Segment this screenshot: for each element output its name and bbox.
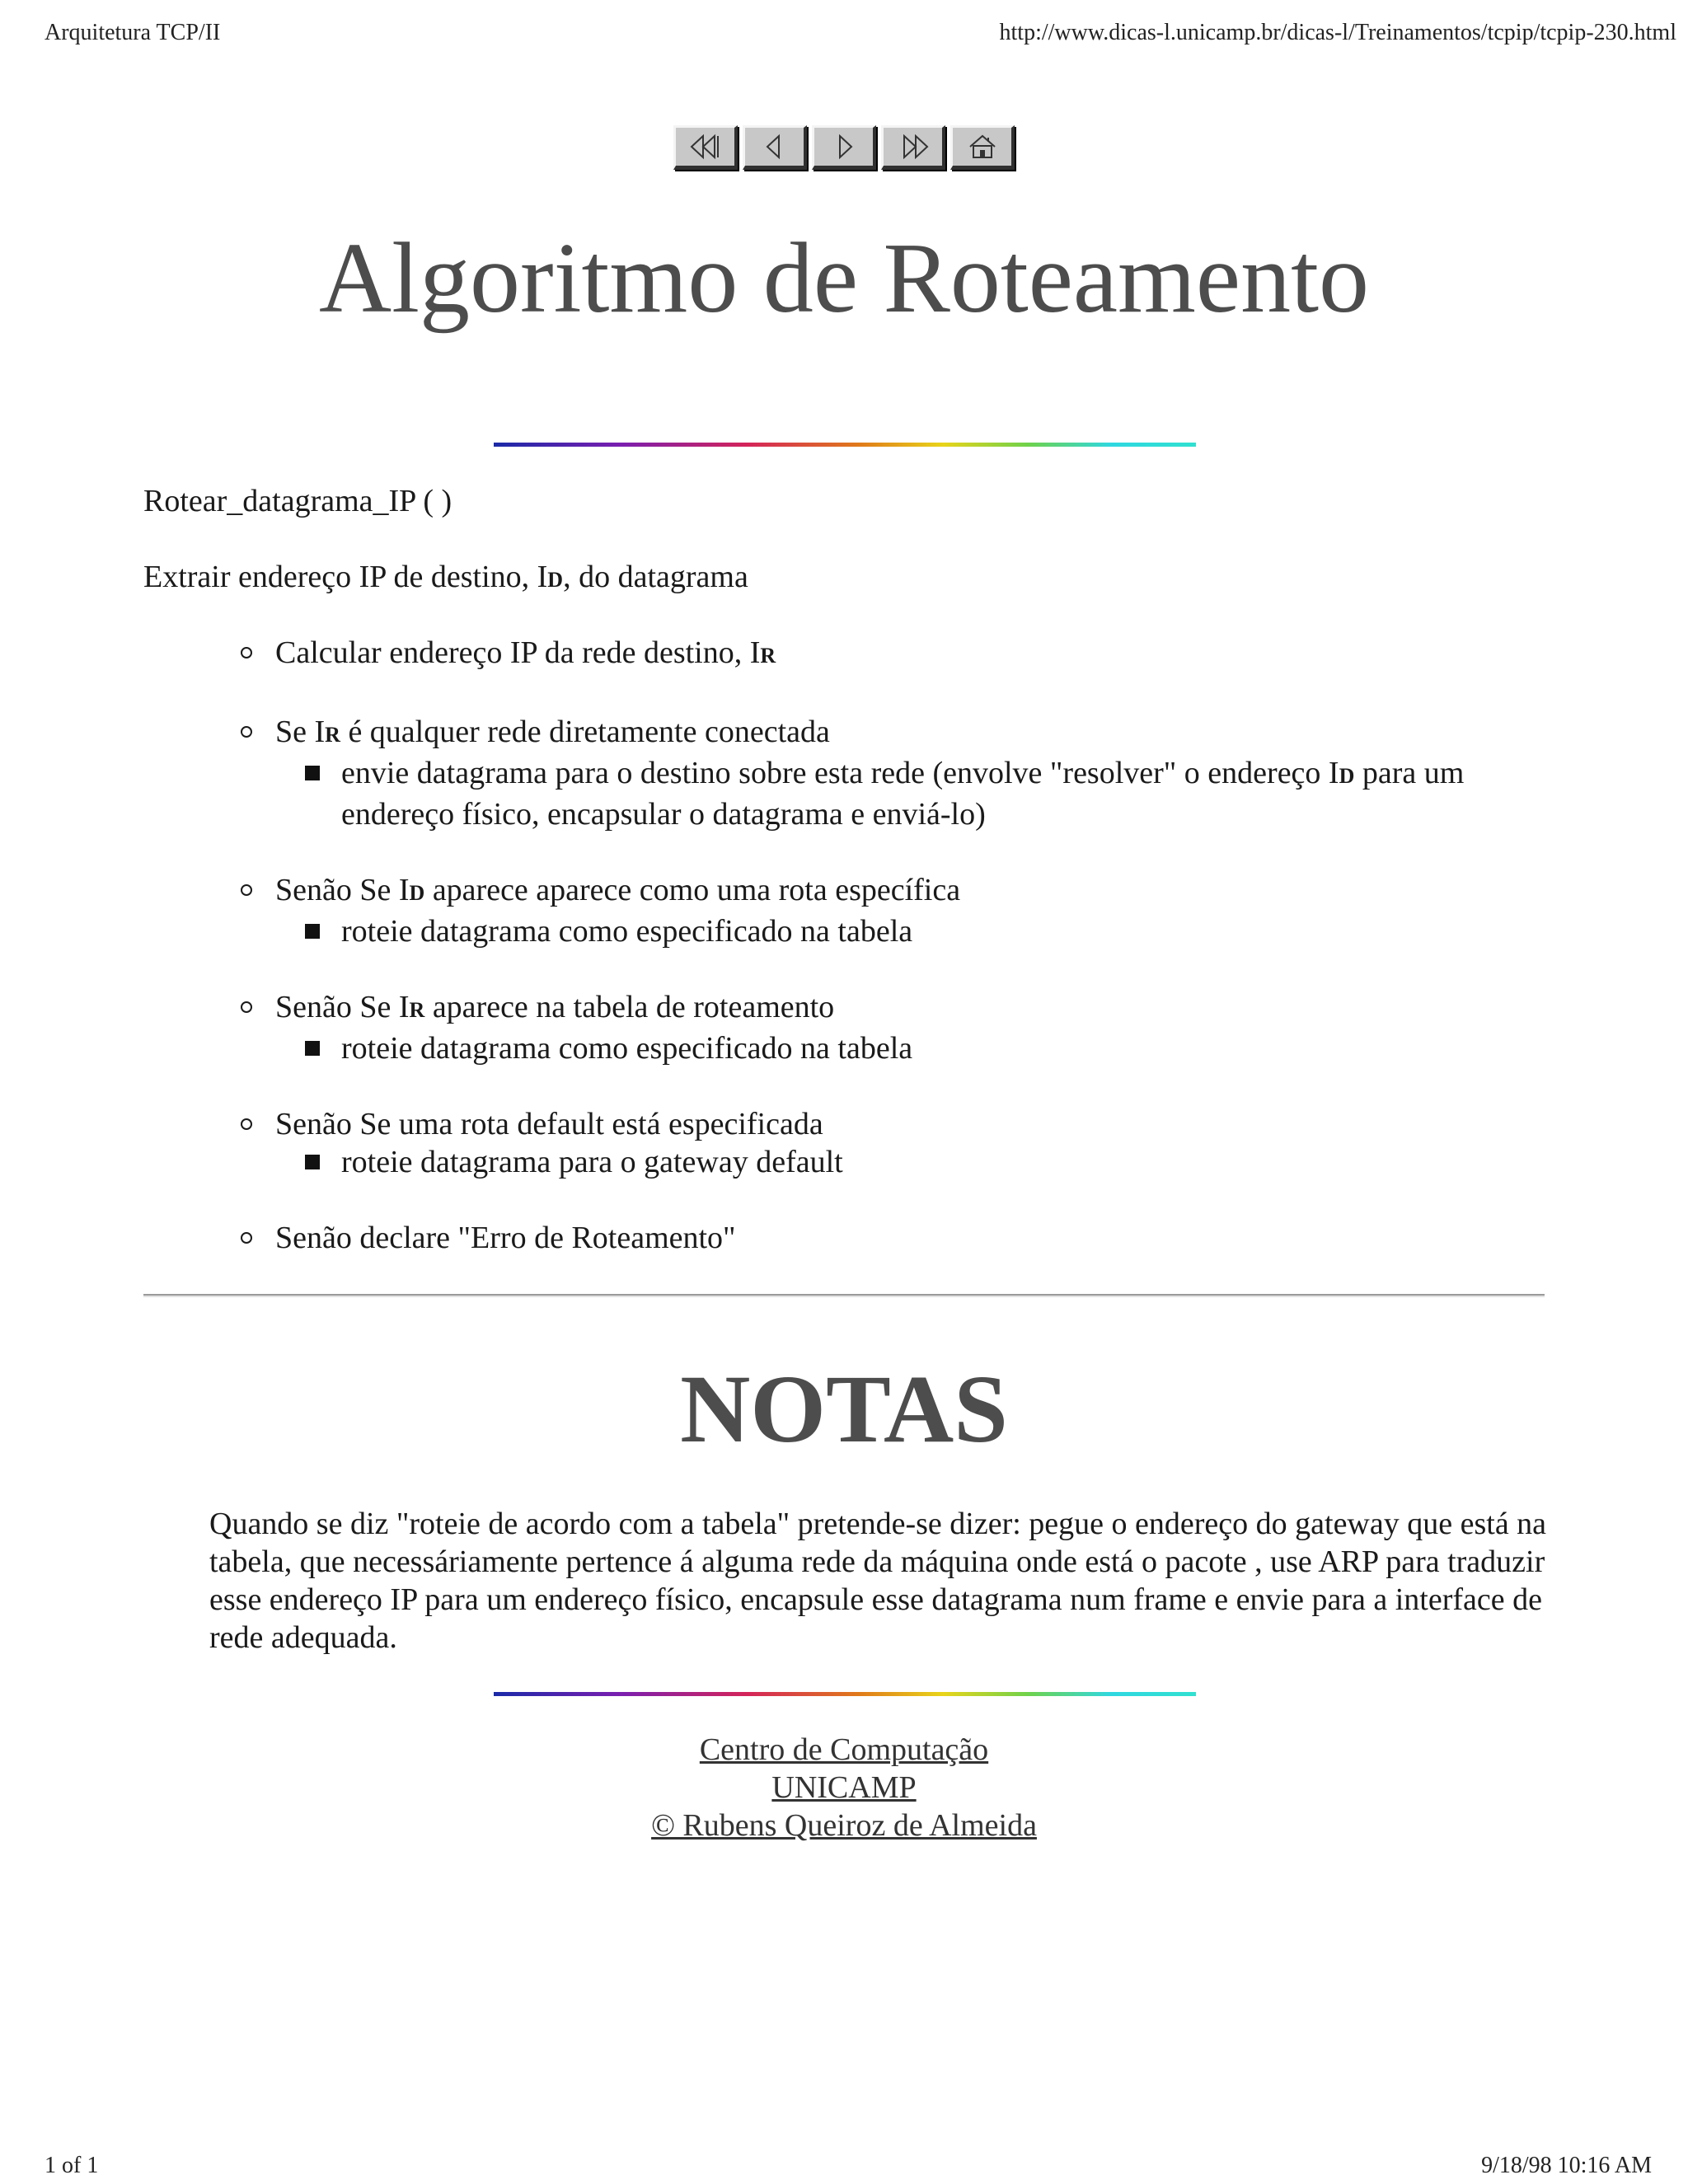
- step-subscript: R: [325, 723, 340, 747]
- first-icon: [685, 133, 726, 161]
- print-header-url: http://www.dicas-l.unicamp.br/dicas-l/Treinamentos/tcpip/tcpip-230.html: [999, 20, 1676, 45]
- step-text-suffix: aparece aparece como uma rota específica: [424, 873, 961, 907]
- list-item: [143, 1105, 1545, 1181]
- extract-suffix: , do datagrama: [563, 560, 748, 594]
- home-button[interactable]: [950, 125, 1015, 170]
- square-bullet-icon: [305, 924, 320, 939]
- print-header-title: Arquitetura TCP/II: [45, 20, 221, 45]
- step-text-suffix: aparece na tabela de roteamento: [424, 990, 835, 1024]
- next-icon: [823, 133, 865, 161]
- step-subscript: R: [760, 644, 776, 668]
- horizontal-rule: [143, 1294, 1545, 1297]
- rainbow-divider-top: [494, 443, 1196, 447]
- list-item: [275, 912, 1545, 950]
- navigation-bar: [0, 125, 1688, 170]
- step-text-suffix: é qualquer rede diretamente conectada: [340, 715, 830, 749]
- list-item: [275, 754, 1545, 833]
- circle-bullet-icon: [241, 647, 252, 658]
- list-item: [275, 1143, 1545, 1181]
- circle-bullet-icon: [241, 726, 252, 738]
- action-text: roteie datagrama para o gateway default: [341, 1145, 843, 1179]
- step-actions: [275, 754, 1545, 833]
- step-subscript: D: [409, 881, 425, 905]
- extract-subscript: D: [547, 568, 564, 592]
- step-text: Calcular endereço IP da rede destino, I: [275, 635, 761, 670]
- unicamp-link[interactable]: UNICAMP: [771, 1770, 917, 1805]
- circle-bullet-icon: [241, 884, 252, 896]
- step-text: Se I: [275, 715, 326, 749]
- step-subscript: R: [409, 998, 425, 1022]
- circle-bullet-icon: [241, 1232, 252, 1244]
- step-actions: [275, 1143, 1545, 1181]
- action-text: roteie datagrama como especificado na tabela: [341, 1031, 913, 1066]
- list-item: [143, 1219, 1545, 1257]
- action-text: roteie datagrama como especificado na tabela: [341, 914, 913, 949]
- step-actions: [275, 912, 1545, 950]
- centro-computacao-link[interactable]: Centro de Computação: [699, 1732, 989, 1767]
- step-actions: [275, 1029, 1545, 1067]
- square-bullet-icon: [305, 766, 320, 780]
- circle-bullet-icon: [241, 1001, 252, 1013]
- square-bullet-icon: [305, 1041, 320, 1056]
- last-icon: [893, 133, 934, 161]
- notes-paragraph: Quando se diz "roteie de acordo com a tabela" pretende-se dizer: pegue o endereço do gateway que está na tabela, que necessáriamente pertence á alguma rede da máquina onde está o pacote , use ARP para traduzir esse endereço IP para um endereço físico, encapsule esse datagrama num frame e envie para a interface de rede adequada.: [209, 1507, 1547, 1655]
- step-text: Senão Se I: [275, 873, 410, 907]
- function-signature: Rotear_datagrama_IP ( ): [143, 484, 452, 518]
- algorithm-steps: [143, 634, 1545, 1295]
- list-item: [143, 871, 1545, 950]
- step-text: Senão Se I: [275, 990, 410, 1024]
- print-page-count: 1 of 1: [45, 2153, 99, 2178]
- action-text-suffix: para um endereço físico, encapsular o datagrama e enviá-lo): [341, 756, 1465, 832]
- step-text: Senão Se uma rota default está especificada: [275, 1107, 823, 1141]
- action-text: envie datagrama para o destino sobre esta rede (envolve "resolver" o endereço I: [341, 756, 1339, 790]
- step-text: Senão declare "Erro de Roteamento": [275, 1221, 736, 1255]
- print-timestamp: 9/18/98 10:16 AM: [1481, 2153, 1652, 2178]
- last-page-button[interactable]: [881, 125, 945, 170]
- list-item: [143, 988, 1545, 1067]
- footer-credits: [0, 1731, 1688, 1844]
- list-item: [143, 634, 1545, 675]
- next-page-button[interactable]: [812, 125, 876, 170]
- first-page-button[interactable]: [673, 125, 738, 170]
- extract-step: [143, 558, 748, 599]
- list-item: [275, 1029, 1545, 1067]
- previous-icon: [754, 133, 795, 161]
- home-icon: [962, 133, 1003, 161]
- notes-heading: NOTAS: [680, 1355, 1008, 1463]
- page-title: Algoritmo de Roteamento: [319, 223, 1369, 334]
- extract-prefix: Extrair endereço IP de destino, I: [143, 560, 548, 594]
- circle-bullet-icon: [241, 1118, 252, 1130]
- rainbow-divider-bottom: [494, 1692, 1196, 1696]
- list-item: [143, 713, 1545, 833]
- author-link[interactable]: © Rubens Queiroz de Almeida: [651, 1808, 1037, 1843]
- previous-page-button[interactable]: [743, 125, 807, 170]
- action-subscript: D: [1339, 764, 1355, 788]
- square-bullet-icon: [305, 1155, 320, 1169]
